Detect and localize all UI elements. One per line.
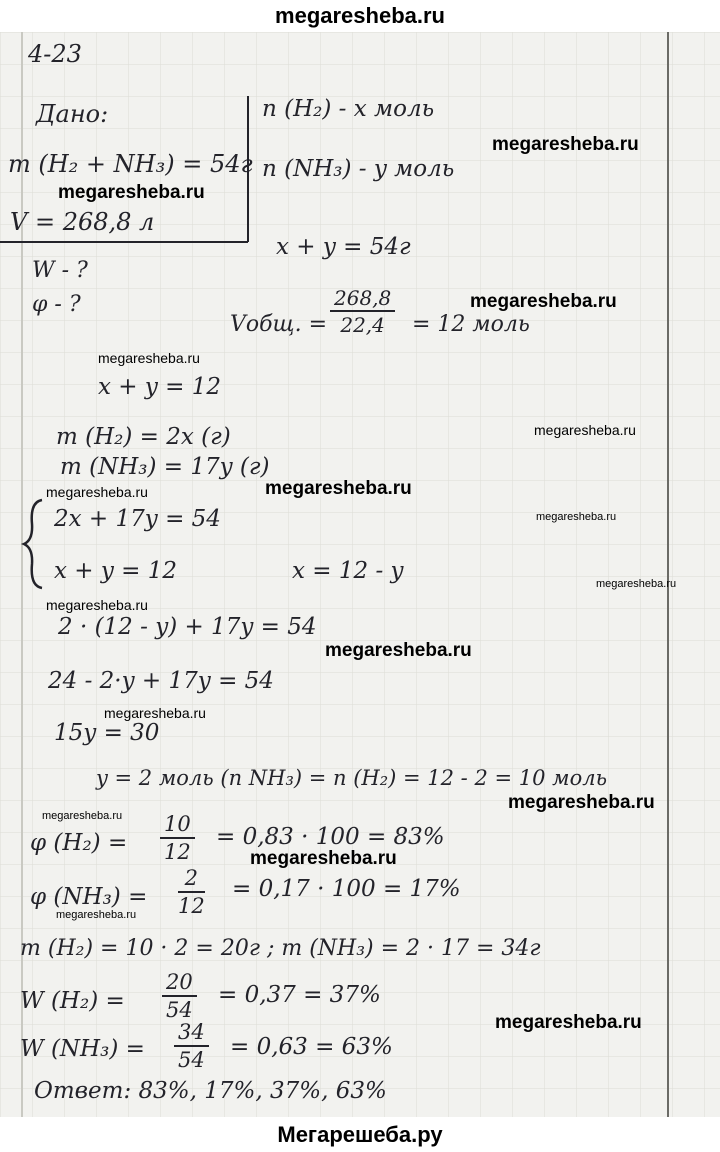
- watermark: megaresheba.ru: [98, 350, 200, 366]
- phi-nh3-numerator: 2: [178, 868, 205, 893]
- v-total-denominator: 22,4: [340, 313, 385, 337]
- sum-mass: x + y = 54г: [276, 234, 411, 260]
- phi-nh3-denominator: 12: [178, 894, 205, 918]
- watermark: megaresheba.ru: [495, 1012, 642, 1033]
- watermark: megaresheba.ru: [534, 422, 636, 438]
- site-footer: Мегарешеба.ру: [0, 1117, 720, 1152]
- system-eq-1: 2x + 17y = 54: [54, 506, 221, 532]
- phi-h2-numerator: 10: [160, 814, 195, 839]
- w-h2-result: = 0,37 = 37%: [218, 982, 381, 1008]
- phi-nh3-label: φ (NH₃) =: [30, 884, 148, 910]
- w-h2-fraction: [162, 972, 197, 1021]
- phi-h2-fraction: [160, 814, 195, 863]
- watermark: megaresheba.ru: [536, 511, 617, 523]
- system-eq-2: x + y = 12: [54, 558, 178, 584]
- given-mass: m (H₂ + NH₃) = 54г: [8, 150, 253, 178]
- w-nh3-label: W (NH₃) =: [20, 1036, 145, 1062]
- watermark: megaresheba.ru: [265, 478, 412, 499]
- substitution-1: 2 · (12 - y) + 17y = 54: [58, 614, 317, 640]
- phi-h2-result: = 0,83 · 100 = 83%: [216, 824, 445, 850]
- w-h2-numerator: 20: [162, 972, 197, 997]
- answer: Ответ: 83%, 17%, 37%, 63%: [34, 1078, 387, 1104]
- w-h2-label: W (H₂) =: [20, 988, 125, 1014]
- notebook-page: [0, 32, 720, 1117]
- watermark: megaresheba.ru: [58, 182, 205, 203]
- w-nh3-denominator: 54: [178, 1048, 205, 1072]
- mass-nh3: m (NH₃) = 17y (г): [60, 454, 270, 480]
- watermark: megaresheba.ru: [492, 134, 639, 155]
- w-nh3-fraction: [174, 1022, 209, 1071]
- watermark: megaresheba.ru: [596, 578, 677, 590]
- substitution-2: 24 - 2·y + 17y = 54: [48, 668, 274, 694]
- phi-h2-denominator: 12: [164, 840, 191, 864]
- problem-number: 4-23: [28, 40, 82, 68]
- watermark: megaresheba.ru: [250, 848, 397, 869]
- given-label: Дано:: [36, 100, 109, 128]
- v-total-fraction: [330, 288, 395, 335]
- let-h2: n (H₂) - x моль: [262, 96, 435, 122]
- site-header: megaresheba.ru: [0, 0, 720, 32]
- mass-h2: m (H₂) = 2x (г): [56, 424, 231, 450]
- y-result: y = 2 моль (n NH₃) = n (H₂) = 12 - 2 = 10 моль: [96, 766, 608, 790]
- find-w: W - ?: [32, 258, 88, 283]
- x-expression: x = 12 - y: [292, 558, 404, 584]
- watermark: megaresheba.ru: [104, 705, 206, 721]
- watermark: megaresheba.ru: [46, 597, 148, 613]
- watermark: megaresheba.ru: [42, 810, 123, 822]
- w-nh3-numerator: 34: [174, 1022, 209, 1047]
- watermark: megaresheba.ru: [56, 909, 137, 921]
- v-total-result: = 12 моль: [412, 312, 530, 337]
- w-h2-denominator: 54: [166, 998, 193, 1022]
- watermark: megaresheba.ru: [46, 484, 148, 500]
- watermark: megaresheba.ru: [508, 792, 655, 813]
- phi-h2-label: φ (H₂) =: [30, 830, 128, 856]
- find-phi: φ - ?: [32, 292, 81, 317]
- eq-sum: x + y = 12: [98, 374, 222, 400]
- substitution-3: 15y = 30: [54, 720, 160, 746]
- watermark: megaresheba.ru: [325, 640, 472, 661]
- watermark: megaresheba.ru: [470, 291, 617, 312]
- v-total-numerator: 268,8: [330, 288, 395, 312]
- masses-line: m (H₂) = 10 · 2 = 20г ; m (NH₃) = 2 · 17 = 34г: [20, 936, 541, 961]
- phi-nh3-result: = 0,17 · 100 = 17%: [232, 876, 461, 902]
- let-nh3: n (NH₃) - y моль: [262, 156, 455, 182]
- v-total-label: Vобщ. =: [230, 312, 328, 337]
- w-nh3-result: = 0,63 = 63%: [230, 1034, 393, 1060]
- phi-nh3-fraction: [178, 868, 205, 917]
- given-volume: V = 268,8 л: [10, 208, 155, 236]
